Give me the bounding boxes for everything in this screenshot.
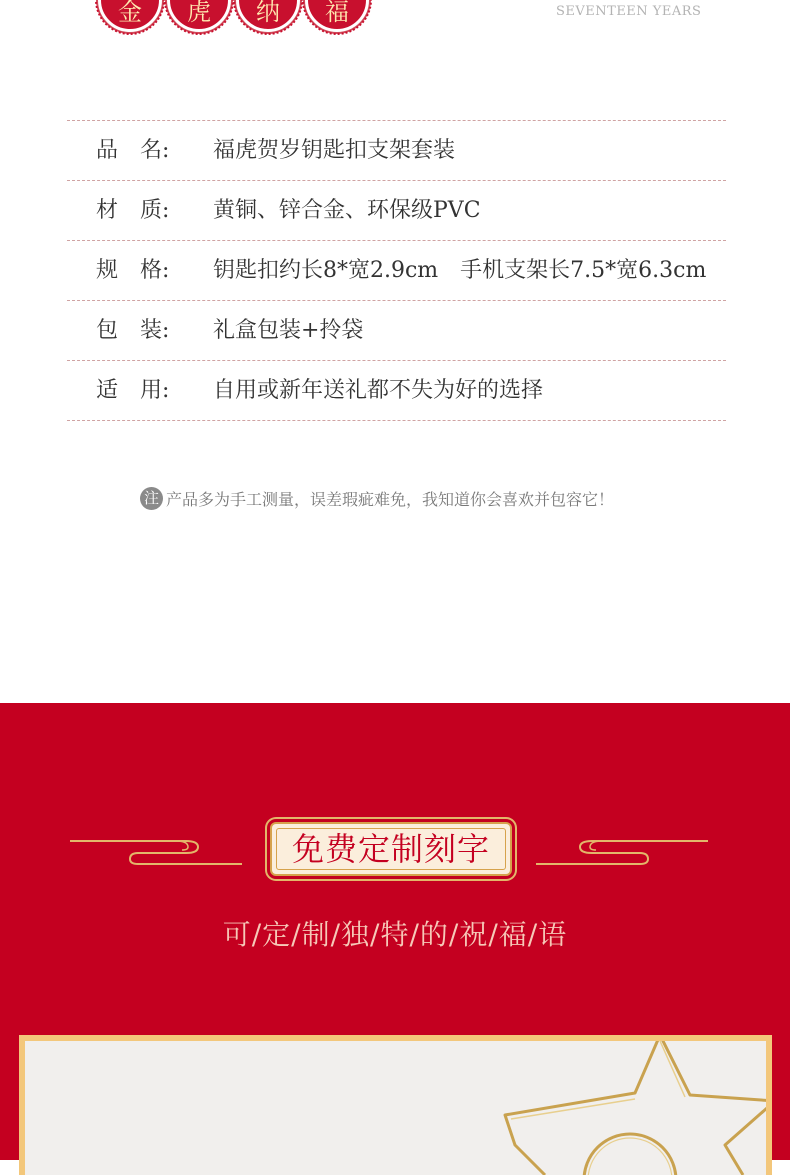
spec-value: 福虎贺岁钥匙扣支架套装 xyxy=(213,138,456,163)
top-banner xyxy=(0,0,790,40)
seal-char: 福 xyxy=(325,0,349,26)
years-text: SEVENTEEN YEARS xyxy=(556,4,702,19)
spec-label: 包 装: xyxy=(96,318,170,343)
spec-value: 自用或新年送礼都不失为好的选择 xyxy=(213,378,544,403)
seal-hu xyxy=(167,0,231,32)
spec-value: 礼盒包装+拎袋 xyxy=(213,318,364,343)
seal-char: 金 xyxy=(118,0,142,26)
product-photo-frame xyxy=(19,1035,772,1175)
spec-row-name xyxy=(67,121,726,181)
note-icon: 注 xyxy=(140,487,163,510)
spec-value: 黄铜、锌合金、环保级PVC xyxy=(213,198,481,223)
product-photo xyxy=(25,1041,766,1175)
spec-row-size xyxy=(67,241,726,301)
star-keychain-image xyxy=(485,1041,766,1175)
seal-char: 虎 xyxy=(187,0,211,26)
spec-row-usage xyxy=(67,361,726,421)
auspicious-cloud-icon xyxy=(532,833,712,873)
seal-char: 纳 xyxy=(256,0,280,26)
spec-value: 钥匙扣约长8*宽2.9cm 手机支架长7.5*宽6.3cm xyxy=(213,258,707,283)
measurement-note xyxy=(140,486,614,510)
spec-label: 品 名: xyxy=(96,138,170,163)
seal-jin xyxy=(98,0,162,32)
spec-label: 材 质: xyxy=(96,198,170,223)
spec-label: 规 格: xyxy=(96,258,170,283)
seal-fu xyxy=(305,0,369,32)
spec-row-packaging xyxy=(67,301,726,361)
spec-row-material xyxy=(67,181,726,241)
spec-table xyxy=(67,120,726,421)
auspicious-cloud-icon xyxy=(66,833,246,873)
note-text: 产品多为手工测量，误差瑕疵难免，我知道你会喜欢并包容它！ xyxy=(166,489,615,509)
custom-title-plaque xyxy=(270,822,512,876)
custom-engraving-section xyxy=(0,703,790,1160)
seal-na xyxy=(236,0,300,32)
custom-subtitle: 可/定/制/独/特/的/祝/福/语 xyxy=(222,918,568,951)
custom-title: 免费定制刻字 xyxy=(291,830,490,868)
spec-label: 适 用: xyxy=(96,378,170,403)
